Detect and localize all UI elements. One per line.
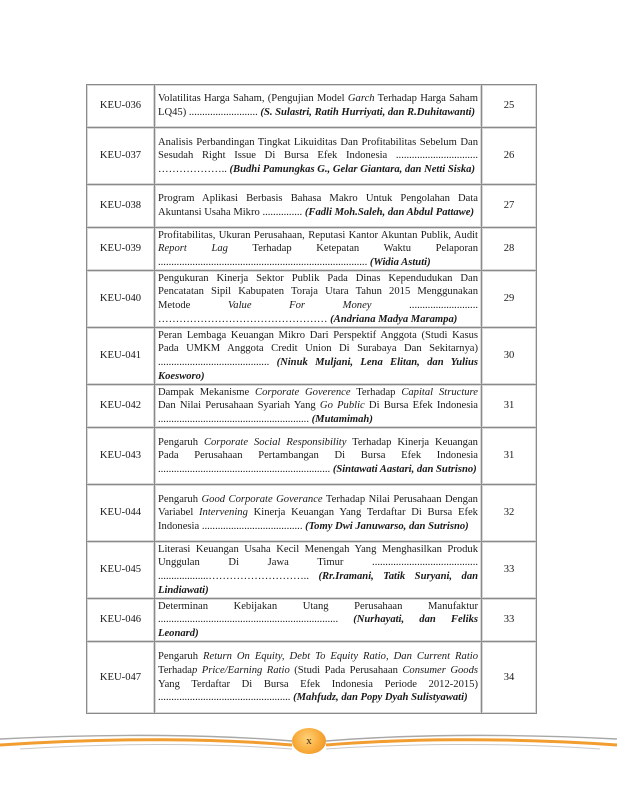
- article-code: KEU-047: [87, 642, 155, 714]
- toc-row: [87, 271, 537, 328]
- article-authors: (Widia Astuti): [369, 256, 431, 268]
- toc-row: [87, 485, 537, 542]
- toc-row: [87, 85, 537, 128]
- page-reference: 30: [482, 328, 537, 385]
- title-text: Terhadap Harga Saham LQ45) ..........................: [158, 93, 478, 118]
- article-authors: (S. Sulastri, Ratih Hurriyati, dan R.Duhitawanti): [260, 107, 476, 118]
- title-italic-term: Go Public: [319, 400, 365, 412]
- title-text: Pengaruh: [158, 436, 204, 448]
- article-code: KEU-043: [87, 428, 155, 485]
- title-text: Terhada: [158, 664, 192, 676]
- page-reference: 33: [482, 542, 537, 599]
- page-reference: 31: [482, 428, 537, 485]
- article-entry: [155, 642, 482, 714]
- title-text: Profitabilitas, Ukuran Perusahaan, Reputasi Kantor Akuntan Publik, Audit: [158, 229, 478, 241]
- page-reference: 34: [482, 642, 537, 714]
- title-text: Volatilitas Harga Saham, (Pengujian Model: [158, 93, 348, 105]
- title-italic-term: Value For Money: [228, 300, 372, 311]
- article-entry: [155, 542, 482, 599]
- article-entry: [155, 328, 482, 385]
- title-italic-term: Consumer Goods: [402, 664, 479, 676]
- title-italic-term: Intervening: [199, 507, 248, 519]
- page-reference: 29: [482, 271, 537, 328]
- article-authors: (Fadli Moh.Saleh, dan Abdul Pattawe): [304, 207, 474, 218]
- title-text: Analisis Perbandingan Tingkat Likuiditas Dan Profitabilitas Sebelum Dan Sesudah Right Issue Di Bursa Efek Indonesia ............................... ………………..: [158, 136, 478, 175]
- title-text: Pengaruh: [158, 651, 204, 663]
- title-text: Terhadap Kinerja Keuangan Pada Perusahaan Pertambangan Di Bursa Efek Indonesia .................................................................: [158, 436, 478, 475]
- title-text: Terhadap Nilai Perusahaan Dengan Variabel: [158, 493, 478, 519]
- title-text: Literasi Keuangan Usaha Kecil Menengah Yang Menghasilkan Produk Unggulan Di Jawa Timur ........................................ ...................………………………..: [158, 543, 478, 582]
- title-italic-term: Corporate Goverence: [255, 386, 351, 398]
- toc-row: [87, 542, 537, 599]
- title-text: Di Bursa Efek Indonesia .........................................................: [158, 400, 479, 425]
- page-reference: 32: [482, 485, 537, 542]
- article-entry: [155, 385, 482, 428]
- title-italic-term: Garch: [347, 93, 375, 105]
- article-code: KEU-036: [87, 85, 155, 128]
- page-reference: 28: [482, 228, 537, 271]
- article-authors: (Sintawati Aastari, dan Sutrisno): [332, 463, 477, 475]
- toc-row: [87, 185, 537, 228]
- toc-row: [87, 428, 537, 485]
- article-code: KEU-037: [87, 128, 155, 185]
- article-entry: [155, 128, 482, 185]
- title-text: .......................... …………………………………………: [158, 300, 479, 325]
- toc-row: [87, 385, 537, 428]
- article-code: KEU-044: [87, 485, 155, 542]
- title-text: Dampak Mekanisme: [158, 386, 256, 398]
- title-italic-term: p Price/Earning Ratio: [191, 664, 290, 676]
- toc-row: [87, 328, 537, 385]
- title-text: Program Aplikasi Berbasis Bahasa Makro Untuk Pengolahan Data Akuntansi Usaha Mikro ...............: [158, 193, 478, 218]
- footer-swoosh-grey-right-2: [326, 744, 600, 749]
- toc-row: [87, 642, 537, 714]
- page-reference: 33: [482, 599, 537, 642]
- table-of-contents: [86, 84, 537, 714]
- title-italic-term: Report Lag: [158, 243, 228, 255]
- title-italic-term: Return On Equity, Debt To Equity Ratio, Dan Current Ratio: [203, 651, 478, 663]
- article-entry: [155, 85, 482, 128]
- footer-swoosh-grey-left-2: [20, 744, 292, 749]
- title-text: Yang Terdaftar Di Bursa Efek Indonesia Periode 2012-2015) ..................................................: [158, 678, 478, 704]
- title-text: Terhadap: [350, 386, 402, 398]
- article-entry: [155, 485, 482, 542]
- page-number-badge: [292, 728, 326, 754]
- toc-row: [87, 128, 537, 185]
- article-code: KEU-041: [87, 328, 155, 385]
- toc-row: [87, 599, 537, 642]
- article-code: KEU-042: [87, 385, 155, 428]
- article-authors: (Mutamimah): [311, 413, 373, 425]
- article-code: KEU-046: [87, 599, 155, 642]
- article-code: KEU-045: [87, 542, 155, 599]
- page-reference: 25: [482, 85, 537, 128]
- article-authors: (Tomy Dwi Januwarso, dan Sutrisno): [305, 520, 469, 532]
- article-entry: [155, 428, 482, 485]
- title-text: Peran Lembaga Keuangan Mikro Dari Perspektif Anggota (Studi Kasus Pada UMKM Anggota Credit Union Di Surabaya Dan Sekitarnya) ..........................................: [158, 329, 478, 368]
- article-entry: [155, 271, 482, 328]
- article-authors: (Budhi Pamungkas G., Gelar Giantara, dan Netti Siska): [229, 163, 475, 175]
- article-code: KEU-038: [87, 185, 155, 228]
- toc-row: [87, 228, 537, 271]
- title-text: (Studi Pada Perusahaan: [289, 664, 403, 676]
- page-reference: 26: [482, 128, 537, 185]
- title-text: Pengaruh: [158, 493, 202, 505]
- page-reference: 31: [482, 385, 537, 428]
- article-code: KEU-040: [87, 271, 155, 328]
- page-reference: 27: [482, 185, 537, 228]
- title-text: Pengukuran Kinerja Sektor Publik Pada Dinas Kependudukan Dan Pencatatan Sipil Kabupaten Toraja Utara Tahun 2015 Menggunakan Metode: [158, 272, 478, 311]
- title-italic-term: Good Corporate Goverance: [201, 493, 323, 505]
- page-number: x: [306, 735, 312, 747]
- article-authors: (Nurhayati, dan Feliks Leonard): [158, 614, 478, 639]
- article-entry: [155, 228, 482, 271]
- title-text: Dan Nilai Perusahaan Syariah Yang: [158, 400, 320, 412]
- article-authors: (Rr.Iramani, Tatik Suryani, dan Lindiawati): [158, 571, 479, 596]
- title-text: Terhadap Ketepatan Waktu Pelaporan ...............................................................................: [158, 243, 479, 268]
- title-italic-term: Capital Structure: [401, 386, 478, 398]
- article-entry: [155, 599, 482, 642]
- article-authors: (Ninuk Muljani, Lena Elitan, dan Yulius Koesworo): [158, 357, 478, 382]
- article-authors: (Mahfudz, dan Popy Dyah Sulistyawati): [293, 692, 468, 704]
- article-authors: (Andriana Madya Marampa): [330, 313, 458, 325]
- article-code: KEU-039: [87, 228, 155, 271]
- title-text: Determinan Kebijakan Utang Perusahaan Manufaktur ....................................................................: [158, 600, 478, 626]
- article-entry: [155, 185, 482, 228]
- title-italic-term: Corporate Social Responsibility: [203, 436, 347, 448]
- title-text: Kinerja Keuangan Yang Terdaftar Di Bursa Efek Indonesia ......................................: [158, 507, 478, 532]
